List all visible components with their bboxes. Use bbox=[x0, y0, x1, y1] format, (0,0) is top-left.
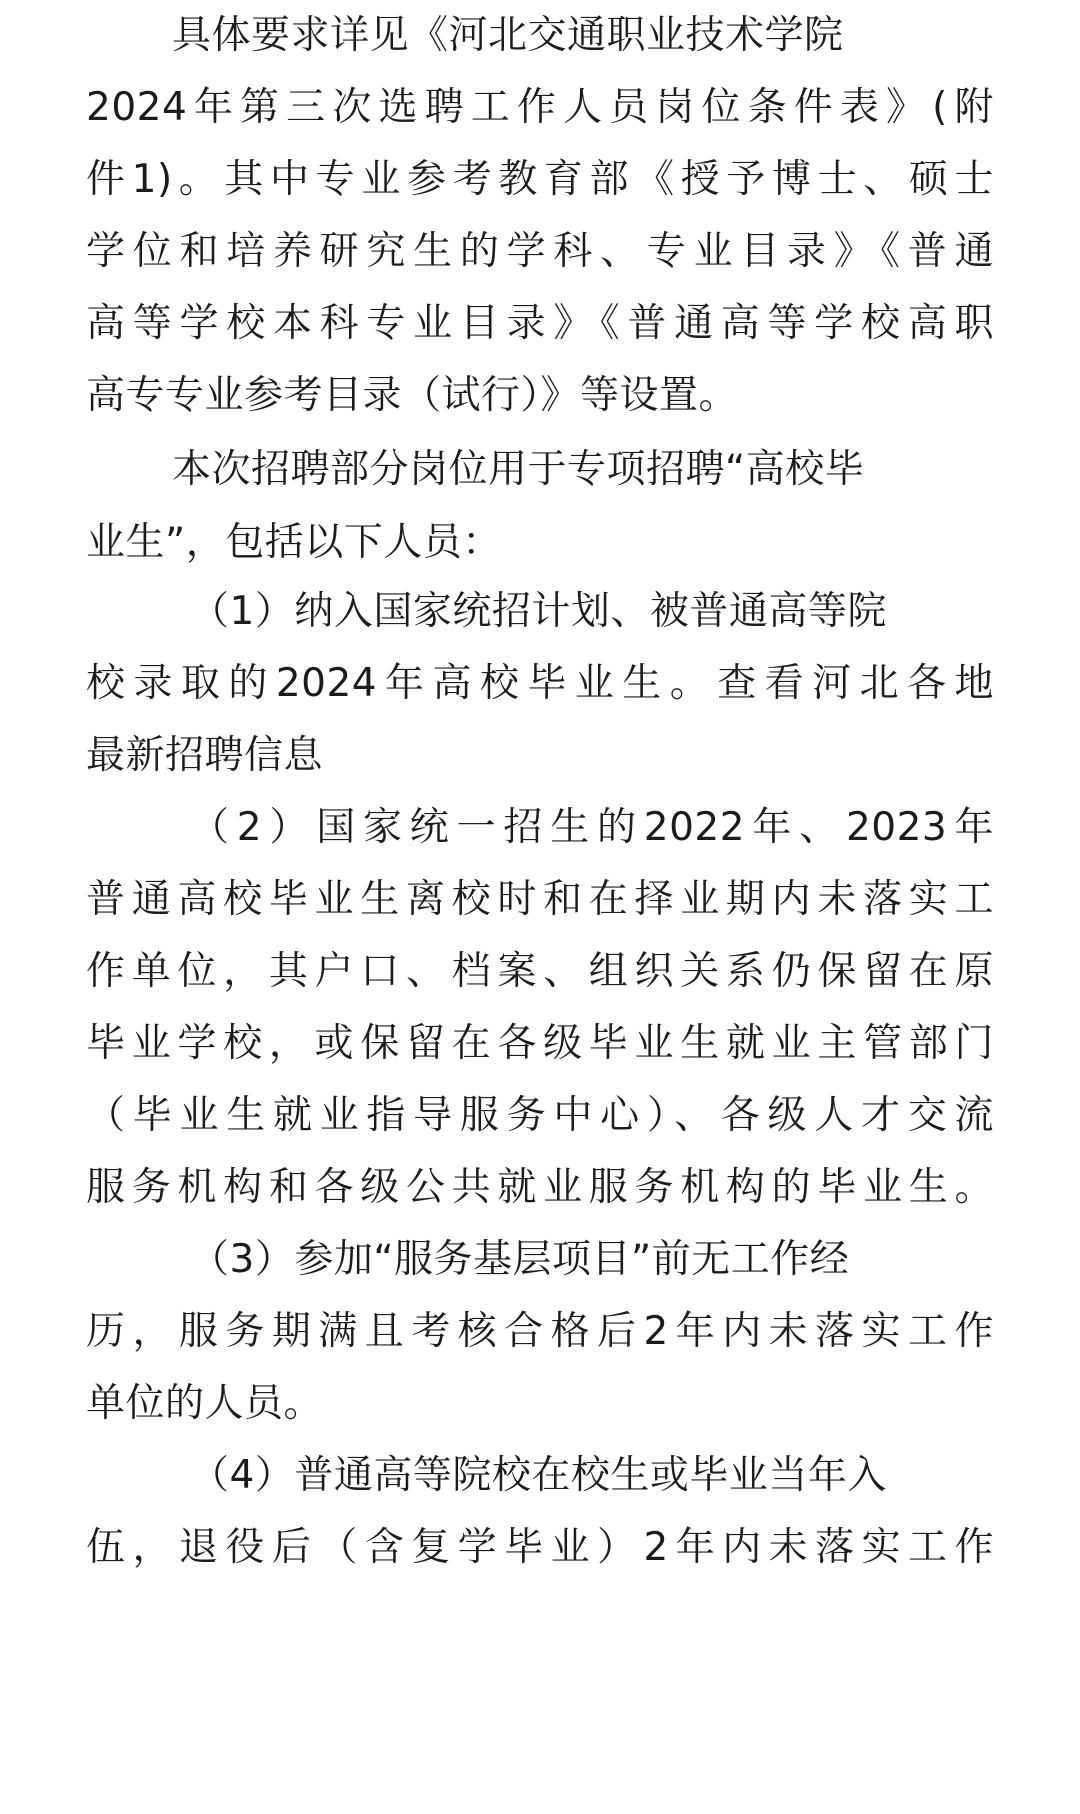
list-item-line: （1）纳入国家统招计划、被普通高等院 bbox=[190, 589, 887, 634]
list-item-line: 单位的人员。 bbox=[86, 1381, 324, 1426]
list-item-line: 毕业学校，或保留在各级毕业生就业主管部门 bbox=[86, 1021, 994, 1066]
paragraph-line: 高专专业参考目录（试行）》等设置。 bbox=[86, 373, 739, 418]
paragraph-line: 件1)。其中专业参考教育部《授予博士、硕士 bbox=[86, 157, 994, 202]
list-item-line: 历，服务期满且考核合格后2年内未落实工作 bbox=[86, 1309, 994, 1354]
list-item-line: 校录取的2024年高校毕业生。查看河北各地 bbox=[86, 661, 994, 706]
list-item-line: （3）参加“服务基层项目”前无工作经 bbox=[190, 1237, 850, 1282]
paragraph-line: 业生”，包括以下人员： bbox=[86, 520, 502, 565]
paragraph-line: 2024年第三次选聘工作人员岗位条件表》(附 bbox=[86, 85, 994, 130]
list-item-line: （毕业生就业指导服务中心）、各级人才交流 bbox=[86, 1093, 994, 1138]
list-item-line: （4）普通高等院校在校生或毕业当年入 bbox=[190, 1453, 887, 1498]
paragraph-line: 具体要求详见《河北交通职业技术学院 bbox=[172, 13, 844, 58]
list-item-line: 服务机构和各级公共就业服务机构的毕业生。 bbox=[86, 1165, 994, 1210]
list-item-line: 普通高校毕业生离校时和在择业期内未落实工 bbox=[86, 877, 994, 922]
list-item-line: 作单位，其户口、档案、组织关系仍保留在原 bbox=[86, 949, 994, 994]
paragraph-line: 高等学校本科专业目录》《普通高等学校高职 bbox=[86, 301, 994, 346]
paragraph-line: 学位和培养研究生的学科、专业目录》《普通 bbox=[86, 229, 994, 274]
paragraph-line: 本次招聘部分岗位用于专项招聘“高校毕 bbox=[172, 447, 865, 492]
news-link[interactable]: 最新招聘信息 bbox=[86, 733, 324, 778]
list-item-line: （2）国家统一招生的2022年、2023年 bbox=[190, 805, 994, 850]
list-item-line: 伍，退役后（含复学毕业）2年内未落实工作 bbox=[86, 1525, 994, 1570]
